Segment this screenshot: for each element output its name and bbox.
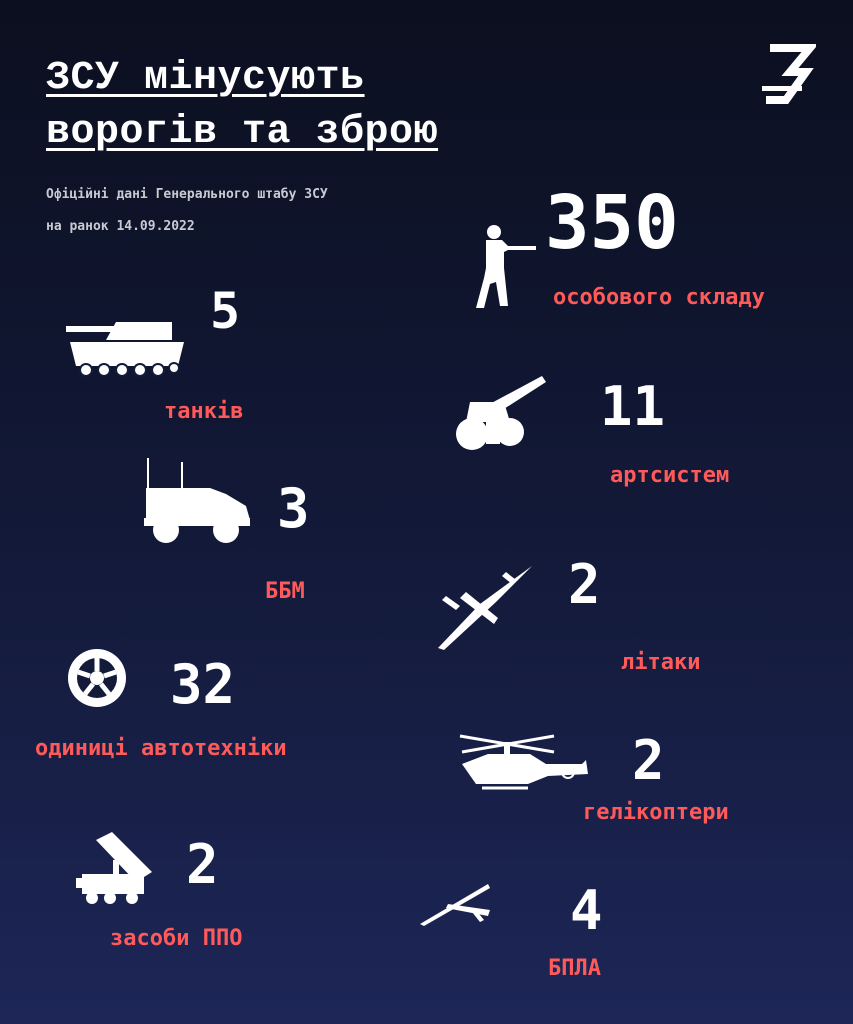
airplane-icon — [436, 562, 536, 654]
subtitle-source: Офіційні дані Генерального штабу ЗСУ — [46, 187, 328, 202]
apc-label: ББМ — [265, 579, 305, 604]
air-defense-icon — [76, 830, 156, 906]
title-line-2: ворогів та зброю — [46, 110, 439, 155]
personnel-value: 350 — [545, 180, 679, 266]
title-line-1: ЗСУ мінусують — [46, 56, 365, 101]
tanks-value: 5 — [210, 282, 241, 340]
soldier-icon — [474, 222, 538, 310]
helicopters-value: 2 — [632, 729, 665, 792]
planes-label: літаки — [621, 650, 701, 675]
armored-vehicle-icon — [142, 458, 252, 546]
subtitle-date: на ранок 14.09.2022 — [46, 219, 195, 234]
artillery-label: артсистем — [610, 463, 730, 488]
logo-icon — [760, 42, 816, 104]
vehicles-label: одиниці автотехніки — [35, 736, 287, 761]
drones-label: БПЛА — [548, 956, 601, 981]
vehicles-value: 32 — [170, 653, 236, 716]
drone-icon — [418, 882, 492, 926]
howitzer-icon — [456, 374, 548, 456]
drones-value: 4 — [570, 879, 603, 942]
wheel-icon — [66, 647, 128, 709]
artillery-value: 11 — [600, 375, 666, 438]
helicopters-label: гелікоптери — [583, 800, 729, 825]
page-title — [46, 52, 438, 160]
helicopter-icon — [458, 734, 590, 794]
personnel-label: особового складу — [553, 285, 765, 310]
air-defense-value: 2 — [186, 833, 219, 896]
planes-value: 2 — [568, 553, 601, 616]
tanks-label: танків — [164, 399, 244, 424]
air-defense-label: засоби ППО — [110, 926, 243, 951]
apc-value: 3 — [277, 477, 310, 540]
tank-icon — [66, 318, 186, 382]
